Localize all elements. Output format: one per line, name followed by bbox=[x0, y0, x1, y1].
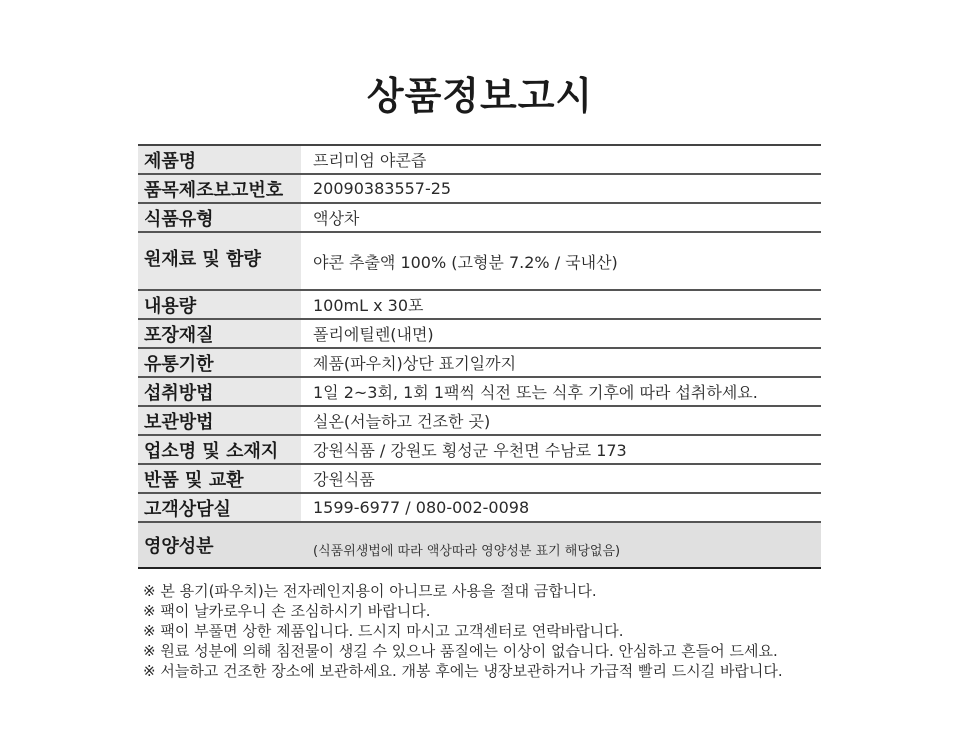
row-label: 원재료 및 함량 bbox=[138, 232, 301, 290]
nutrition-row bbox=[138, 522, 821, 568]
row-value: 1일 2~3회, 1회 1팩씩 식전 또는 식후 기후에 따라 섭취하세요. bbox=[301, 377, 821, 406]
row-label: 보관방법 bbox=[138, 406, 301, 435]
table-row bbox=[138, 145, 821, 174]
table-row bbox=[138, 377, 821, 406]
row-value: 강원식품 bbox=[301, 464, 821, 493]
row-label: 유통기한 bbox=[138, 348, 301, 377]
product-info-table bbox=[138, 144, 821, 569]
note-item: ※ 팩이 날카로우니 손 조심하시기 바랍니다. bbox=[143, 602, 431, 620]
table-row bbox=[138, 203, 821, 232]
note-item: ※ 팩이 부풀면 상한 제품입니다. 드시지 마시고 고객센터로 연락바랍니다. bbox=[143, 622, 624, 640]
row-label: 포장재질 bbox=[138, 319, 301, 348]
table-row bbox=[138, 406, 821, 435]
row-value: 액상차 bbox=[301, 203, 821, 232]
note-item: ※ 원료 성분에 의해 침전물이 생길 수 있으나 품질에는 이상이 없습니다. 안심하고 흔들어 드세요. bbox=[143, 642, 778, 660]
note-item: ※ 본 용기(파우치)는 전자레인지용이 아니므로 사용을 절대 금합니다. bbox=[143, 582, 597, 600]
row-label: 반품 및 교환 bbox=[138, 464, 301, 493]
row-label: 섭취방법 bbox=[138, 377, 301, 406]
row-value: 폴리에틸렌(내면) bbox=[301, 319, 821, 348]
table-row bbox=[138, 319, 821, 348]
row-value: 20090383557-25 bbox=[301, 174, 821, 203]
row-value: 실온(서늘하고 건조한 곳) bbox=[301, 406, 821, 435]
table-row bbox=[138, 290, 821, 319]
row-value: (식품위생법에 따라 액상따라 영양성분 표기 해당없음) bbox=[301, 522, 821, 568]
table-row bbox=[138, 464, 821, 493]
row-value: 1599-6977 / 080-002-0098 bbox=[301, 493, 821, 522]
notes-list bbox=[143, 581, 843, 681]
table-row bbox=[138, 435, 821, 464]
row-label: 고객상담실 bbox=[138, 493, 301, 522]
table-row bbox=[138, 174, 821, 203]
page-title: 상품정보고시 bbox=[366, 74, 594, 119]
row-value: 프리미엄 야콘즙 bbox=[301, 145, 821, 174]
row-value: 제품(파우치)상단 표기일까지 bbox=[301, 348, 821, 377]
table-row bbox=[138, 348, 821, 377]
row-label: 업소명 및 소재지 bbox=[138, 435, 301, 464]
row-value: 야콘 추출액 100% (고형분 7.2% / 국내산) bbox=[301, 232, 821, 290]
row-value: 100mL x 30포 bbox=[301, 290, 821, 319]
row-value: 강원식품 / 강원도 횡성군 우천면 수남로 173 bbox=[301, 435, 821, 464]
row-label: 내용량 bbox=[138, 290, 301, 319]
row-label: 제품명 bbox=[138, 145, 301, 174]
row-label: 영양성분 bbox=[138, 522, 301, 568]
note-item: ※ 서늘하고 건조한 장소에 보관하세요. 개봉 후에는 냉장보관하거나 가급적 빨리 드시길 바랍니다. bbox=[143, 662, 783, 680]
table-row bbox=[138, 232, 821, 290]
row-label: 품목제조보고번호 bbox=[138, 174, 301, 203]
table-row bbox=[138, 493, 821, 522]
row-label: 식품유형 bbox=[138, 203, 301, 232]
